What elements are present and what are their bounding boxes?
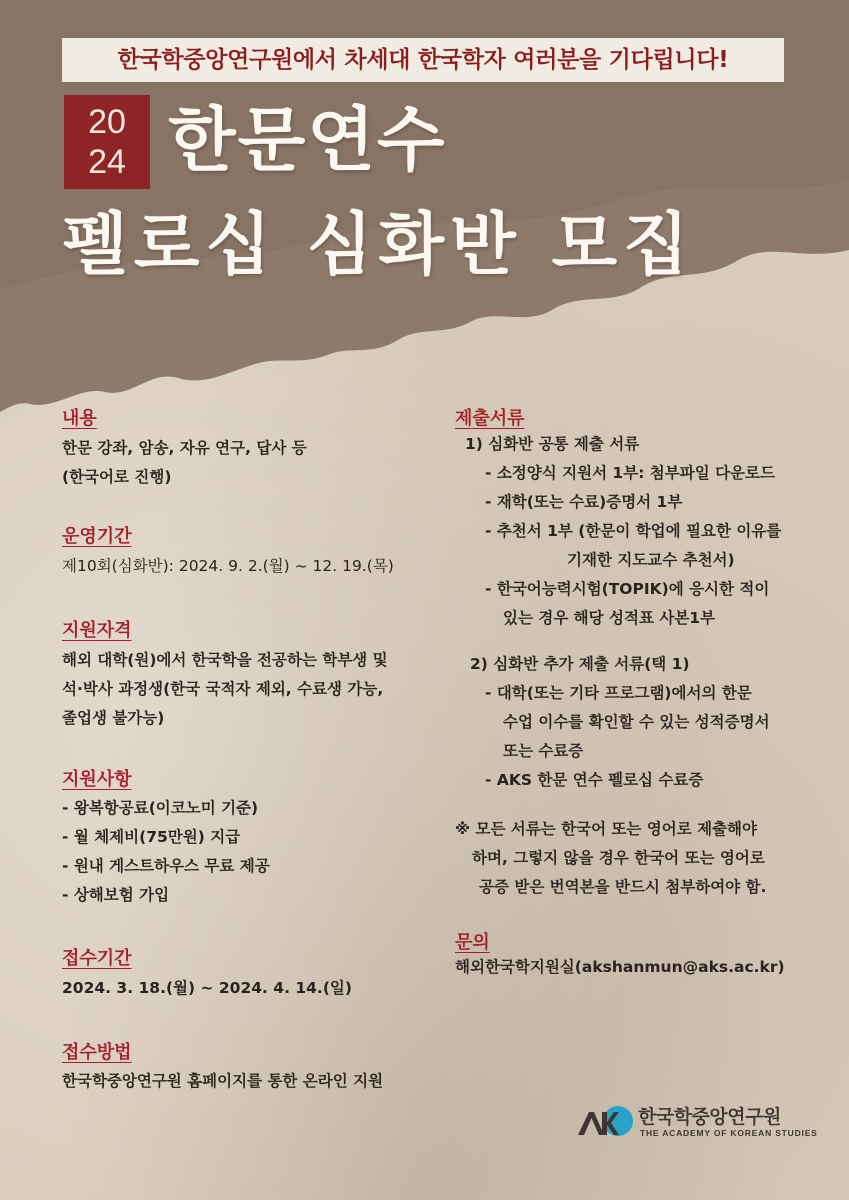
support-item: - 상해보험 가입 <box>62 886 170 904</box>
eligibility-heading: 지원자격 <box>62 620 132 641</box>
content-heading: 내용 <box>62 408 97 429</box>
aks-logo <box>578 1102 824 1144</box>
documents-group-1 <box>465 430 781 633</box>
title-line-2: 펠로십 심화반 모집 <box>62 206 695 285</box>
contact-line: 해외한국학지원실(akshanmun@aks.ac.kr) <box>455 958 785 976</box>
documents-group2-title: 2) 심화반 추가 제출 서류(택 1) <box>470 655 690 673</box>
logo-subtitle: THE ACADEMY OF KOREAN STUDIES <box>640 1128 818 1138</box>
documents-item: - 소정양식 지원서 1부: 첨부파일 다운로드 <box>485 464 775 482</box>
documents-item: - 대학(또는 기타 프로그램)에서의 한문 <box>485 684 752 702</box>
period-text <box>62 552 394 581</box>
contact-text <box>455 953 785 982</box>
documents-item: - 재학(또는 수료)증명서 1부 <box>485 493 683 511</box>
eligibility-line: 졸업생 불가능) <box>62 709 165 727</box>
application-period-line: 2024. 3. 18.(월) ~ 2024. 4. 14.(일) <box>62 979 352 997</box>
note-line: ※ 모든 서류는 한국어 또는 영어로 제출해야 <box>455 820 757 838</box>
period-heading: 운영기간 <box>62 526 132 547</box>
period-line: 제10회(심화반): 2024. 9. 2.(월) ~ 12. 19.(목) <box>62 557 394 575</box>
documents-heading: 제출서류 <box>455 408 525 429</box>
support-heading: 지원사항 <box>62 769 132 790</box>
year-bottom: 24 <box>88 143 126 181</box>
documents-item-cont: 기재한 지도교수 추천서) <box>567 551 735 569</box>
contact-heading: 문의 <box>455 932 490 953</box>
documents-group-2 <box>470 650 770 795</box>
eligibility-line: 석·박사 과정생(한국 국적자 제외, 수료생 가능, <box>62 680 384 698</box>
support-item: - 월 체제비(75만원) 지급 <box>62 828 241 846</box>
support-item: - 왕복항공료(이코노미 기준) <box>62 799 259 817</box>
documents-item-cont: 수업 이수를 확인할 수 있는 성적증명서 <box>503 713 770 731</box>
content-text <box>62 434 307 492</box>
support-item: - 원내 게스트하우스 무료 제공 <box>62 857 270 875</box>
year-badge <box>64 95 150 189</box>
top-banner: 한국학중앙연구원에서 차세대 한국학자 여러분을 기다립니다! <box>62 38 784 82</box>
logo-name: 한국학중앙연구원 <box>638 1106 781 1128</box>
documents-item: - 한국어능력시험(TOPIK)에 응시한 적이 <box>485 580 770 598</box>
note-line: 공증 받은 번역본을 반드시 첨부하여야 함. <box>479 878 767 896</box>
title-line-1: 한문연수 <box>168 99 447 181</box>
documents-item-cont: 있는 경우 해당 성적표 사본1부 <box>503 609 716 627</box>
year-top: 20 <box>88 103 126 141</box>
note-line: 하며, 그렇지 않을 경우 한국어 또는 영어로 <box>472 849 765 867</box>
application-method-heading: 접수방법 <box>62 1042 132 1063</box>
documents-note <box>455 815 766 902</box>
documents-item: - AKS 한문 연수 펠로십 수료증 <box>485 771 704 789</box>
application-method-line: 한국학중앙연구원 홈페이지를 통한 온라인 지원 <box>62 1072 384 1090</box>
application-method-text <box>62 1067 383 1096</box>
documents-item-cont: 또는 수료증 <box>503 742 584 760</box>
content-line: (한국어로 진행) <box>62 468 172 486</box>
content-line: 한문 강좌, 암송, 자유 연구, 답사 등 <box>62 439 307 457</box>
aks-logo-mark <box>578 1102 636 1142</box>
support-list <box>62 794 270 910</box>
documents-item: - 추천서 1부 (한문이 학업에 필요한 이유를 <box>485 522 782 540</box>
documents-group1-title: 1) 심화반 공통 제출 서류 <box>465 435 640 453</box>
eligibility-line: 해외 대학(원)에서 한국학을 전공하는 학부생 및 <box>62 651 388 669</box>
eligibility-text <box>62 646 388 733</box>
application-period-heading: 접수기간 <box>62 948 132 969</box>
application-period-text <box>62 974 352 1003</box>
